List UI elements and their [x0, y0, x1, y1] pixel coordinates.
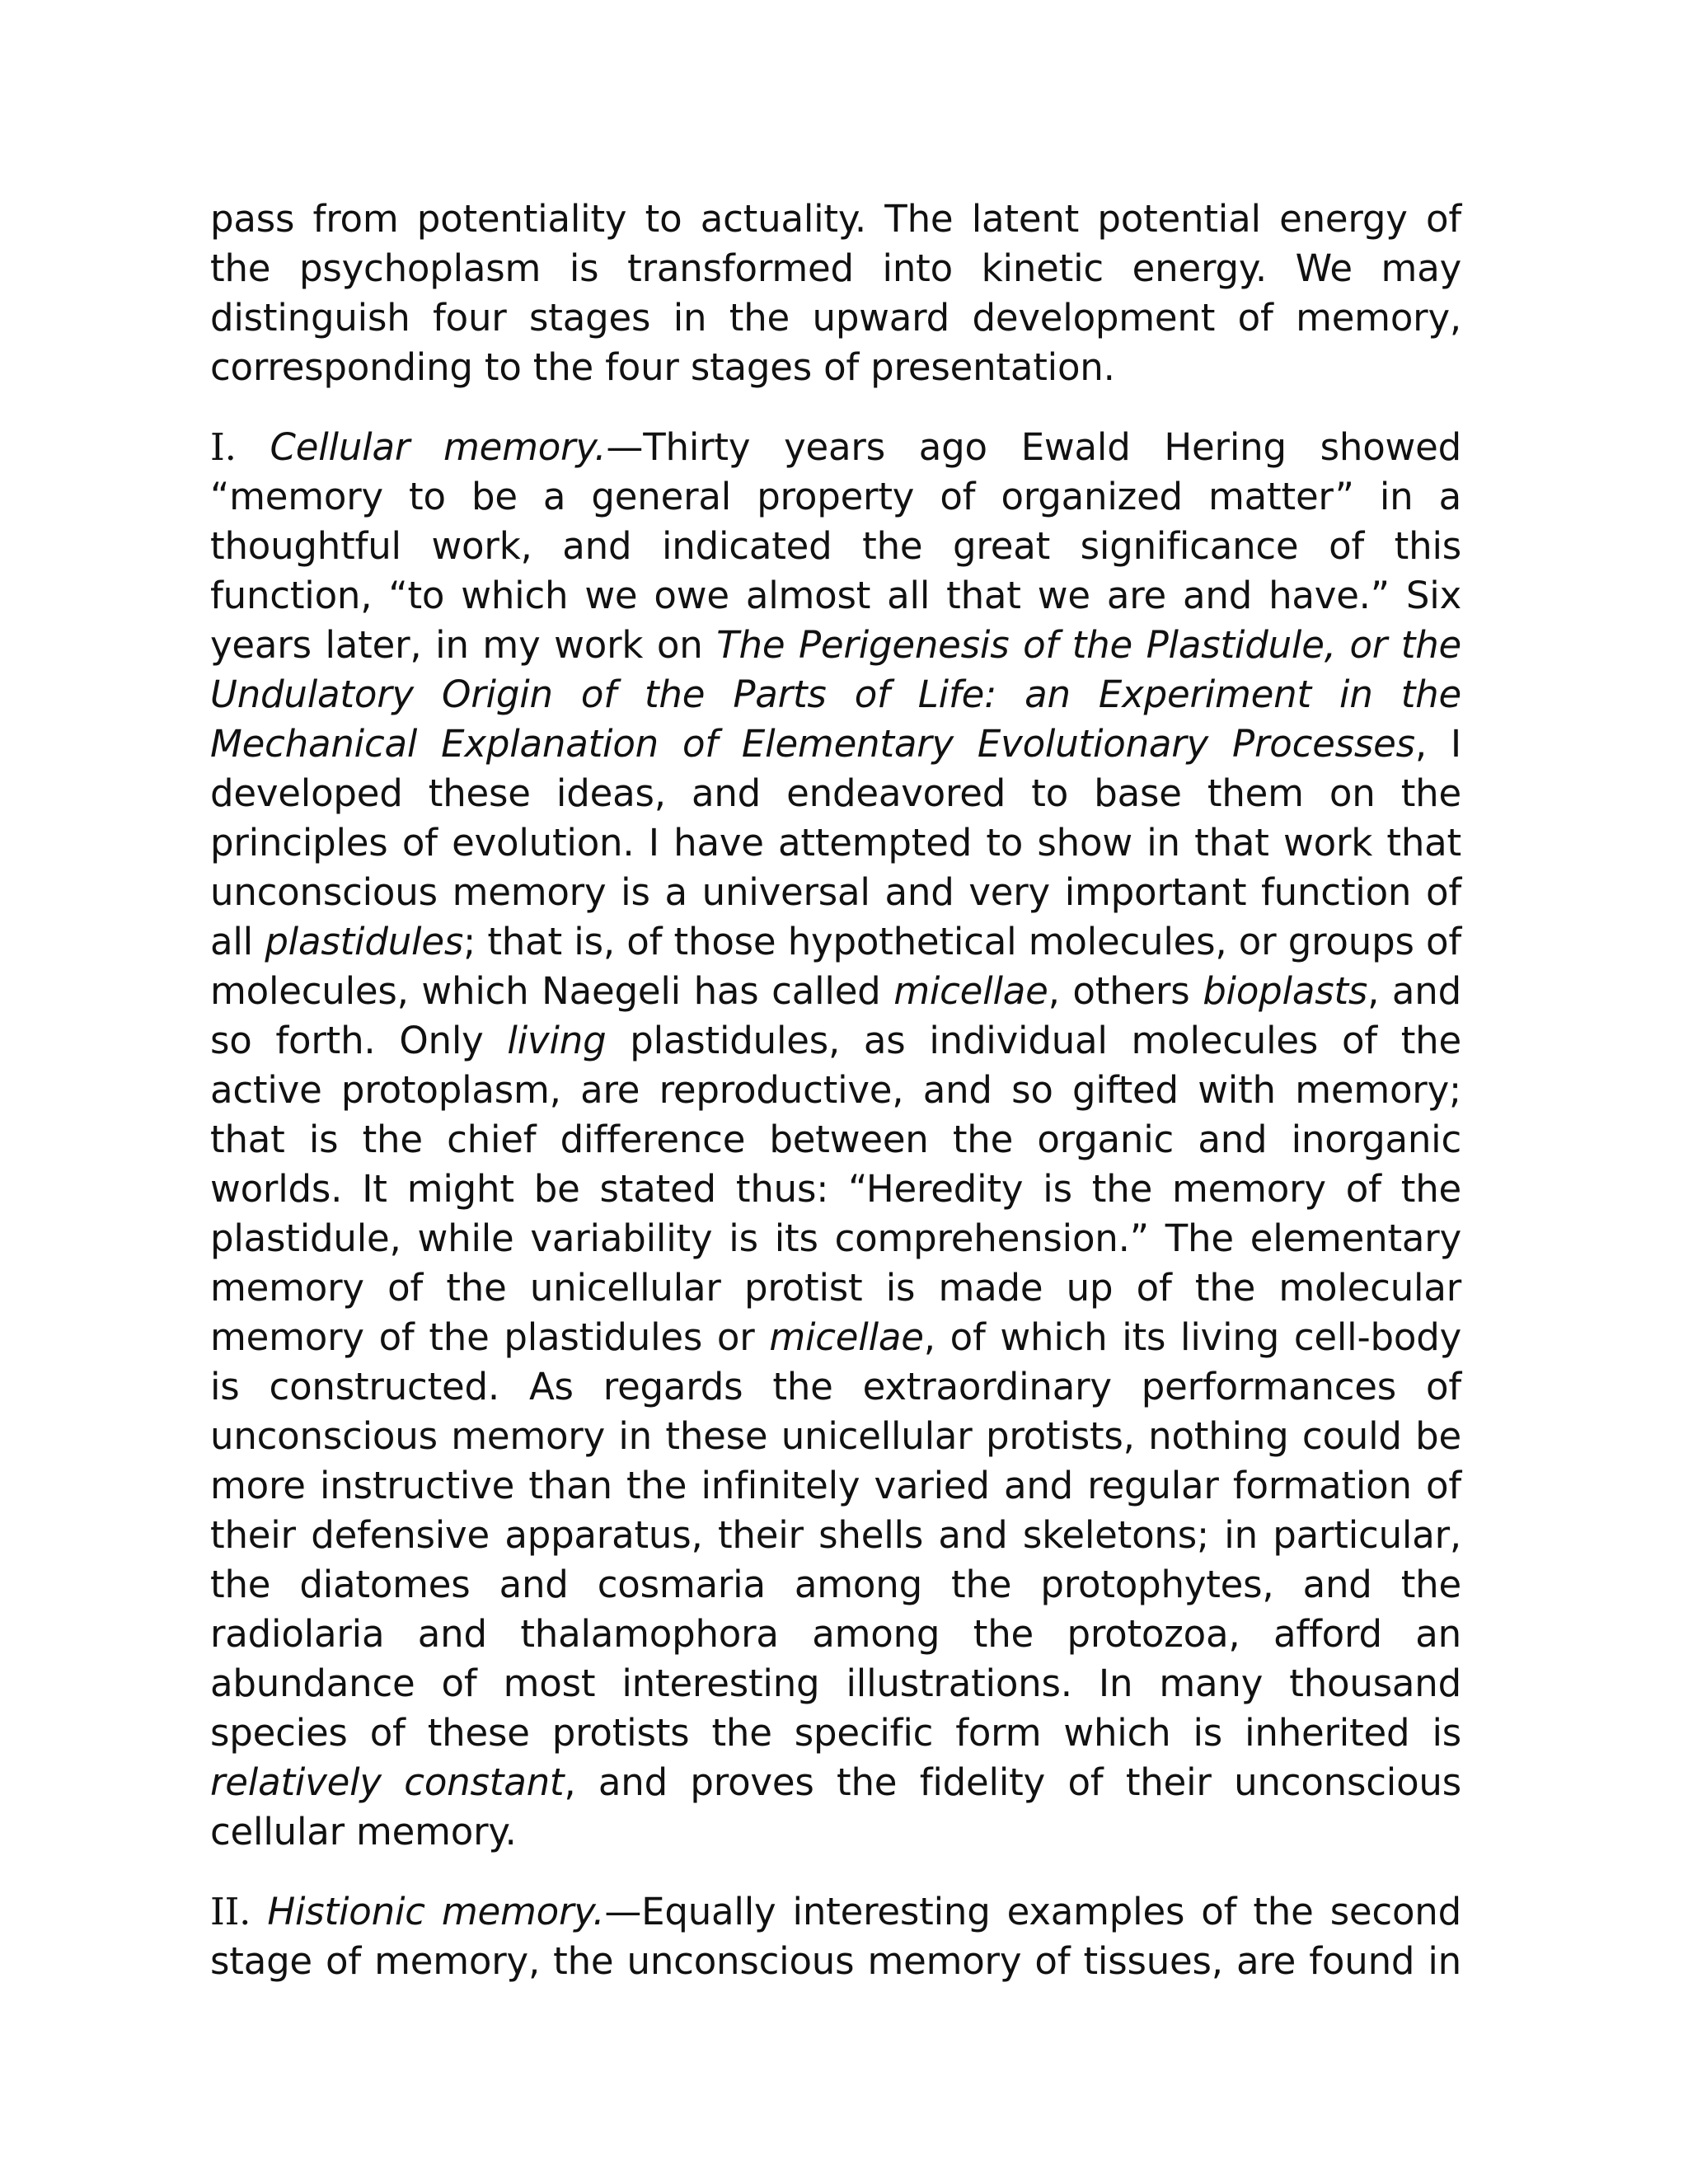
paragraph-intro — [210, 194, 1461, 392]
text-run: , I developed these ideas, and endeavored to base them on the principles of evolution. I have attempted to show in that work that unconscious memory is a universal and very important function of all — [210, 722, 1462, 963]
italic-term: living — [507, 1019, 607, 1062]
text-run — [237, 425, 270, 469]
italic-term: micellae — [893, 969, 1048, 1013]
italic-term: micellae — [769, 1315, 924, 1359]
section-numeral: I. — [210, 425, 237, 469]
page-text — [210, 194, 1461, 2017]
text-run: , of which its living cell-body is constructed. As regards the extraordinary performances of unconscious memory in these unicellular protists, nothing could be more instructive than the infinitely varied and regular formation of their defensive apparatus, their shells and skeletons; in particular, the diatomes and cosmaria among the protophytes, and the radiolaria and thalamophora among the protozoa, afford an abundance of most interesting illustrations. In many thousand species of these protists the specific form which is inherited is — [210, 1315, 1461, 1755]
italic-term: bioplasts — [1203, 969, 1368, 1013]
section-numeral: II. — [210, 1890, 251, 1933]
text-run: , others — [1048, 969, 1203, 1013]
text-run: —Equally interesting examples of the second stage of memory, the unconscious memory of tissues, are found in — [210, 1890, 1461, 1983]
paragraph-histionic-memory — [210, 1887, 1461, 1986]
text-run: pass from potentiality to actuality. The latent potential energy of the psychoplasm is transformed into kinetic energy. We may distinguish four stages in the upward development of memory, corresponding to the four stages of presentation. — [210, 197, 1461, 389]
text-run: , and so forth. Only — [210, 969, 1461, 1062]
text-run — [251, 1890, 267, 1933]
text-run: —Thirty years ago Ewald Hering showed “memory to be a general property of organized matter” in a thoughtful work, and indicated the great significance of this function, “to which we owe almost all that we are and have.” Six years later, in my work on — [210, 425, 1461, 667]
text-run: ; that is, of those hypothetical molecules, or groups of molecules, which Naegeli has called — [210, 920, 1461, 1013]
text-run: plastidules, as individual molecules of the active protoplasm, are reproductive, and so gifted with memory; that is the chief difference between the organic and inorganic worlds. It might be stated thus: “Heredity is the memory of the plastidule, while variability is its comprehension.” The elementary memory of the unicellular protist is made up of the molecular memory of the plastidules or — [210, 1019, 1461, 1359]
section-heading: Histionic memory. — [267, 1890, 605, 1933]
paragraph-cellular-memory — [210, 423, 1461, 1857]
section-heading: Cellular memory. — [270, 425, 607, 469]
book-title: The Perigenesis of the Plastidule, or the Undulatory Origin of the Parts of Life: an Experiment in the Mechanical Explanation of Elementary Evolutionary Processes — [210, 623, 1461, 766]
italic-term: relatively constant — [210, 1760, 565, 1804]
italic-term: plastidules — [265, 920, 464, 963]
text-run: , and proves the fidelity of their unconscious cellular memory. — [210, 1760, 1461, 1854]
